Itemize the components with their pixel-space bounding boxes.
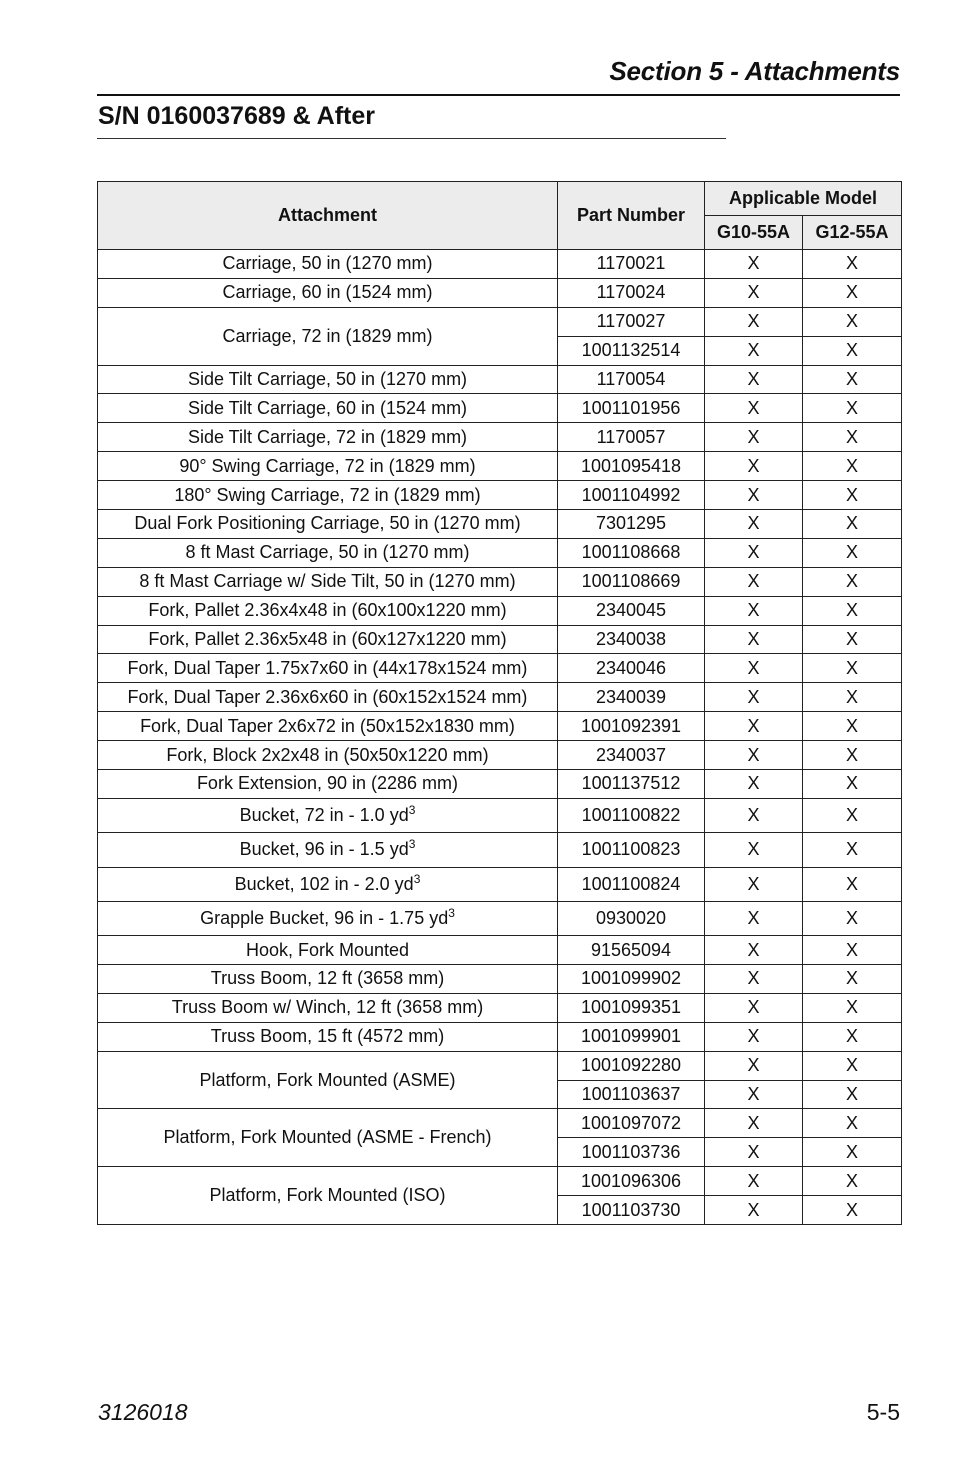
table-row bbox=[98, 423, 902, 452]
table-row bbox=[98, 936, 902, 965]
attachments-table bbox=[97, 181, 902, 1225]
model-g12-55a-cell: X bbox=[803, 1022, 902, 1051]
attachment-cell bbox=[98, 538, 558, 567]
model-g10-55a-cell: X bbox=[705, 683, 803, 712]
model-g10-55a-cell: X bbox=[705, 307, 803, 336]
attachment-cell bbox=[98, 567, 558, 596]
attachment-name: Fork, Pallet 2.36x4x48 in (60x100x1220 mm) bbox=[148, 600, 507, 621]
part-number-cell: 2340039 bbox=[558, 683, 705, 712]
table-row bbox=[98, 1109, 902, 1138]
model-g12-55a-cell: X bbox=[803, 1196, 902, 1225]
attachment-name: 90° Swing Carriage, 72 in (1829 mm) bbox=[179, 455, 476, 476]
part-number-cell: 1001099351 bbox=[558, 993, 705, 1022]
part-number-cell: 2340045 bbox=[558, 596, 705, 625]
header-model-g10-55a: G10-55A bbox=[705, 216, 803, 250]
section-title: Section 5 - Attachments bbox=[609, 56, 900, 86]
model-g10-55a-cell: X bbox=[705, 625, 803, 654]
table-row bbox=[98, 278, 902, 307]
table-body bbox=[98, 250, 902, 1225]
model-g12-55a-cell: X bbox=[803, 250, 902, 279]
document-number: 3126018 bbox=[98, 1399, 188, 1425]
part-number-cell: 1170021 bbox=[558, 250, 705, 279]
attachment-name: Fork, Block 2x2x48 in (50x50x1220 mm) bbox=[166, 744, 489, 765]
model-g12-55a-cell: X bbox=[803, 625, 902, 654]
model-g12-55a-cell: X bbox=[803, 741, 902, 770]
attachment-name: Fork, Dual Taper 1.75x7x60 in (44x178x1524 mm) bbox=[127, 657, 528, 678]
attachment-name: Dual Fork Positioning Carriage, 50 in (1270 mm) bbox=[134, 513, 521, 534]
model-g12-55a-cell: X bbox=[803, 423, 902, 452]
attachment-name: Fork, Dual Taper 2.36x6x60 in (60x152x1524 mm) bbox=[127, 686, 528, 707]
table-row bbox=[98, 993, 902, 1022]
attachment-name: Side Tilt Carriage, 72 in (1829 mm) bbox=[187, 426, 468, 447]
table-row bbox=[98, 741, 902, 770]
table-row bbox=[98, 1022, 902, 1051]
attachment-name: Platform, Fork Mounted (ISO) bbox=[209, 1185, 446, 1206]
part-number-cell: 1001108669 bbox=[558, 567, 705, 596]
model-g12-55a-cell: X bbox=[803, 510, 902, 539]
attachment-name: 8 ft Mast Carriage w/ Side Tilt, 50 in (1270 mm) bbox=[139, 571, 516, 592]
part-number-cell: 1001095418 bbox=[558, 452, 705, 481]
model-g12-55a-cell: X bbox=[803, 365, 902, 394]
model-g10-55a-cell: X bbox=[705, 596, 803, 625]
attachment-name: 180° Swing Carriage, 72 in (1829 mm) bbox=[174, 484, 481, 505]
model-g10-55a-cell: X bbox=[705, 798, 803, 832]
page-heading: S/N 0160037689 & After bbox=[98, 102, 376, 130]
part-number-cell: 1001099902 bbox=[558, 965, 705, 994]
model-g12-55a-cell: X bbox=[803, 833, 902, 867]
attachment-cell bbox=[98, 1051, 558, 1109]
part-number-cell: 2340037 bbox=[558, 741, 705, 770]
model-g10-55a-cell: X bbox=[705, 567, 803, 596]
model-g10-55a-cell: X bbox=[705, 1080, 803, 1109]
unit-superscript: 3 bbox=[408, 837, 416, 852]
attachment-cell bbox=[98, 510, 558, 539]
attachment-cell bbox=[98, 654, 558, 683]
model-g10-55a-cell: X bbox=[705, 654, 803, 683]
attachment-cell bbox=[98, 936, 558, 965]
model-g10-55a-cell: X bbox=[705, 867, 803, 901]
attachment-cell bbox=[98, 596, 558, 625]
model-g10-55a-cell: X bbox=[705, 1051, 803, 1080]
part-number-cell: 1170057 bbox=[558, 423, 705, 452]
attachment-name: Carriage, 60 in (1524 mm) bbox=[222, 282, 433, 303]
model-g10-55a-cell: X bbox=[705, 278, 803, 307]
table-row bbox=[98, 625, 902, 654]
part-number-cell: 1001108668 bbox=[558, 538, 705, 567]
part-number-cell: 1170027 bbox=[558, 307, 705, 336]
attachment-cell bbox=[98, 394, 558, 423]
model-g10-55a-cell: X bbox=[705, 365, 803, 394]
attachment-cell bbox=[98, 452, 558, 481]
page-number: 5-5 bbox=[866, 1399, 900, 1425]
table-row bbox=[98, 481, 902, 510]
part-number-cell: 1001100822 bbox=[558, 798, 705, 832]
attachment-name: Side Tilt Carriage, 60 in (1524 mm) bbox=[187, 397, 468, 418]
model-g10-55a-cell: X bbox=[705, 712, 803, 741]
attachment-cell bbox=[98, 1167, 558, 1225]
model-g10-55a-cell: X bbox=[705, 770, 803, 799]
part-number-cell: 1001092391 bbox=[558, 712, 705, 741]
part-number-cell: 1001104992 bbox=[558, 481, 705, 510]
model-g12-55a-cell: X bbox=[803, 452, 902, 481]
part-number-cell: 1001132514 bbox=[558, 336, 705, 365]
part-number-cell: 91565094 bbox=[558, 936, 705, 965]
attachment-cell bbox=[98, 833, 558, 867]
heading-rule bbox=[97, 138, 726, 139]
attachment-name: Carriage, 50 in (1270 mm) bbox=[222, 253, 433, 274]
model-g10-55a-cell: X bbox=[705, 481, 803, 510]
part-number-cell: 1001100823 bbox=[558, 833, 705, 867]
model-g12-55a-cell: X bbox=[803, 770, 902, 799]
model-g10-55a-cell: X bbox=[705, 510, 803, 539]
table-row bbox=[98, 798, 902, 832]
part-number-cell: 1001103730 bbox=[558, 1196, 705, 1225]
table-row bbox=[98, 1167, 902, 1196]
attachment-name: Fork, Pallet 2.36x5x48 in (60x127x1220 mm) bbox=[148, 629, 507, 650]
unit-superscript: 3 bbox=[408, 803, 416, 818]
part-number-cell: 7301295 bbox=[558, 510, 705, 539]
attachment-cell bbox=[98, 770, 558, 799]
attachment-cell bbox=[98, 250, 558, 279]
model-g12-55a-cell: X bbox=[803, 596, 902, 625]
part-number-cell: 2340038 bbox=[558, 625, 705, 654]
part-number-cell: 1001092280 bbox=[558, 1051, 705, 1080]
part-number-cell: 1001137512 bbox=[558, 770, 705, 799]
attachment-cell bbox=[98, 683, 558, 712]
part-number-cell: 1001103637 bbox=[558, 1080, 705, 1109]
part-number-cell: 1170054 bbox=[558, 365, 705, 394]
model-g10-55a-cell: X bbox=[705, 936, 803, 965]
model-g10-55a-cell: X bbox=[705, 1138, 803, 1167]
attachment-name: Platform, Fork Mounted (ASME) bbox=[199, 1069, 456, 1090]
model-g12-55a-cell: X bbox=[803, 307, 902, 336]
table-row bbox=[98, 510, 902, 539]
part-number-cell: 1001100824 bbox=[558, 867, 705, 901]
model-g10-55a-cell: X bbox=[705, 423, 803, 452]
attachment-cell bbox=[98, 712, 558, 741]
attachment-name: Truss Boom w/ Winch, 12 ft (3658 mm) bbox=[171, 997, 484, 1018]
attachment-name: Truss Boom, 12 ft (3658 mm) bbox=[210, 968, 445, 989]
table-row bbox=[98, 596, 902, 625]
attachment-cell bbox=[98, 1109, 558, 1167]
model-g12-55a-cell: X bbox=[803, 965, 902, 994]
table-row bbox=[98, 250, 902, 279]
attachment-cell bbox=[98, 798, 558, 832]
part-number-cell: 1001103736 bbox=[558, 1138, 705, 1167]
attachment-name: Bucket, 72 in - 1.0 yd bbox=[239, 805, 409, 826]
attachment-cell bbox=[98, 481, 558, 510]
model-g12-55a-cell: X bbox=[803, 1138, 902, 1167]
model-g10-55a-cell: X bbox=[705, 833, 803, 867]
model-g12-55a-cell: X bbox=[803, 336, 902, 365]
table-row bbox=[98, 394, 902, 423]
attachment-cell bbox=[98, 307, 558, 365]
attachment-name: Bucket, 102 in - 2.0 yd bbox=[234, 873, 414, 894]
model-g10-55a-cell: X bbox=[705, 1167, 803, 1196]
model-g10-55a-cell: X bbox=[705, 741, 803, 770]
model-g12-55a-cell: X bbox=[803, 1051, 902, 1080]
model-g10-55a-cell: X bbox=[705, 901, 803, 935]
model-g12-55a-cell: X bbox=[803, 936, 902, 965]
table-row bbox=[98, 1051, 902, 1080]
model-g12-55a-cell: X bbox=[803, 654, 902, 683]
attachment-name: Hook, Fork Mounted bbox=[245, 939, 410, 960]
attachment-cell bbox=[98, 965, 558, 994]
model-g10-55a-cell: X bbox=[705, 336, 803, 365]
attachment-name: Truss Boom, 15 ft (4572 mm) bbox=[210, 1026, 445, 1047]
attachment-name: 8 ft Mast Carriage, 50 in (1270 mm) bbox=[185, 542, 470, 563]
model-g10-55a-cell: X bbox=[705, 1109, 803, 1138]
model-g10-55a-cell: X bbox=[705, 538, 803, 567]
header-part-number: Part Number bbox=[558, 182, 705, 250]
table-row bbox=[98, 965, 902, 994]
model-g12-55a-cell: X bbox=[803, 683, 902, 712]
attachment-name: Fork Extension, 90 in (2286 mm) bbox=[196, 773, 459, 794]
model-g10-55a-cell: X bbox=[705, 394, 803, 423]
model-g12-55a-cell: X bbox=[803, 867, 902, 901]
attachment-cell bbox=[98, 1022, 558, 1051]
model-g10-55a-cell: X bbox=[705, 993, 803, 1022]
model-g12-55a-cell: X bbox=[803, 538, 902, 567]
model-g12-55a-cell: X bbox=[803, 712, 902, 741]
attachment-name: Bucket, 96 in - 1.5 yd bbox=[239, 839, 409, 860]
attachment-name: Platform, Fork Mounted (ASME - French) bbox=[163, 1127, 492, 1148]
table-row bbox=[98, 538, 902, 567]
attachment-name: Carriage, 72 in (1829 mm) bbox=[222, 325, 433, 346]
unit-superscript: 3 bbox=[448, 905, 455, 920]
part-number-cell: 0930020 bbox=[558, 901, 705, 935]
model-g12-55a-cell: X bbox=[803, 1167, 902, 1196]
header-attachment: Attachment bbox=[98, 182, 558, 250]
part-number-cell: 1001101956 bbox=[558, 394, 705, 423]
table-row bbox=[98, 712, 902, 741]
model-g10-55a-cell: X bbox=[705, 965, 803, 994]
part-number-cell: 2340046 bbox=[558, 654, 705, 683]
model-g12-55a-cell: X bbox=[803, 394, 902, 423]
attachment-name: Fork, Dual Taper 2x6x72 in (50x152x1830 mm) bbox=[140, 715, 515, 736]
model-g12-55a-cell: X bbox=[803, 1080, 902, 1109]
table-row bbox=[98, 867, 902, 901]
table-row bbox=[98, 654, 902, 683]
attachment-cell bbox=[98, 901, 558, 935]
part-number-cell: 1001097072 bbox=[558, 1109, 705, 1138]
table-row bbox=[98, 901, 902, 935]
table-row bbox=[98, 683, 902, 712]
attachment-cell bbox=[98, 625, 558, 654]
attachment-cell bbox=[98, 741, 558, 770]
attachment-cell bbox=[98, 365, 558, 394]
model-g10-55a-cell: X bbox=[705, 1022, 803, 1051]
model-g12-55a-cell: X bbox=[803, 993, 902, 1022]
model-g12-55a-cell: X bbox=[803, 1109, 902, 1138]
header-model-g12-55a: G12-55A bbox=[803, 216, 902, 250]
model-g12-55a-cell: X bbox=[803, 481, 902, 510]
table-row bbox=[98, 365, 902, 394]
table-row bbox=[98, 567, 902, 596]
attachment-cell bbox=[98, 423, 558, 452]
model-g12-55a-cell: X bbox=[803, 278, 902, 307]
attachment-cell bbox=[98, 867, 558, 901]
header-rule bbox=[97, 94, 900, 96]
part-number-cell: 1170024 bbox=[558, 278, 705, 307]
part-number-cell: 1001099901 bbox=[558, 1022, 705, 1051]
table-row bbox=[98, 307, 902, 336]
unit-superscript: 3 bbox=[413, 871, 421, 886]
table-row bbox=[98, 770, 902, 799]
model-g10-55a-cell: X bbox=[705, 1196, 803, 1225]
table-row bbox=[98, 452, 902, 481]
model-g12-55a-cell: X bbox=[803, 567, 902, 596]
model-g10-55a-cell: X bbox=[705, 452, 803, 481]
attachment-cell bbox=[98, 993, 558, 1022]
model-g12-55a-cell: X bbox=[803, 901, 902, 935]
attachment-cell bbox=[98, 278, 558, 307]
table-row bbox=[98, 833, 902, 867]
part-number-cell: 1001096306 bbox=[558, 1167, 705, 1196]
header-applicable-model: Applicable Model bbox=[705, 182, 902, 216]
model-g12-55a-cell: X bbox=[803, 798, 902, 832]
attachment-name: Grapple Bucket, 96 in - 1.75 yd bbox=[200, 907, 449, 928]
model-g10-55a-cell: X bbox=[705, 250, 803, 279]
attachment-name: Side Tilt Carriage, 50 in (1270 mm) bbox=[187, 369, 468, 389]
